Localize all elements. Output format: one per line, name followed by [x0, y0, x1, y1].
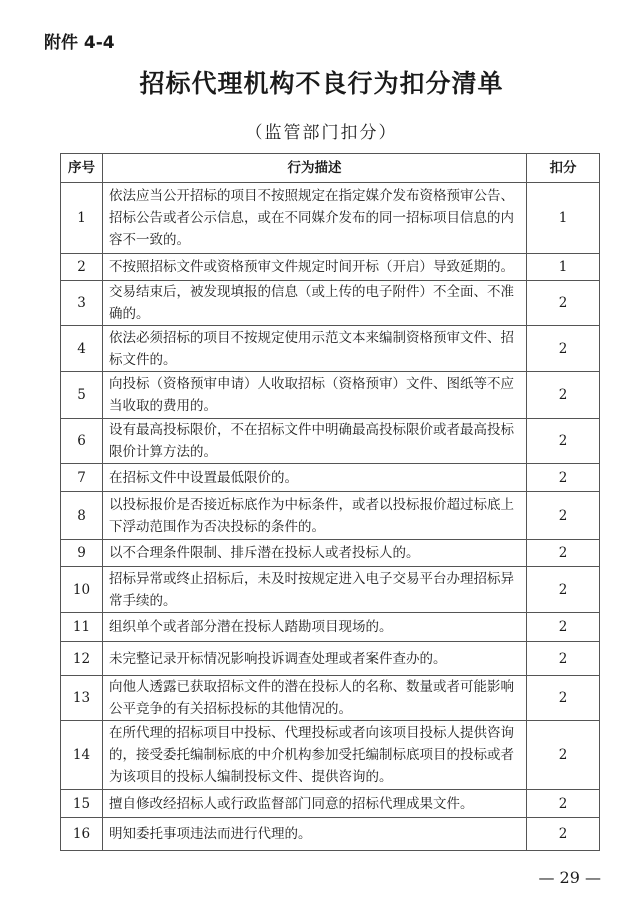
row-number: 9 [61, 540, 103, 567]
row-number: 10 [61, 567, 103, 613]
row-number: 7 [61, 464, 103, 492]
table-row [61, 790, 600, 818]
row-description: 明知委托事项违法而进行代理的。 [103, 818, 527, 851]
row-score: 2 [527, 492, 600, 540]
table-row [61, 254, 600, 281]
row-description: 交易结束后，被发现填报的信息（或上传的电子附件）不全面、不准确的。 [103, 281, 527, 326]
row-score: 2 [527, 372, 600, 419]
header-description: 行为描述 [103, 154, 527, 183]
row-score: 2 [527, 281, 600, 326]
row-description: 不按照招标文件或资格预审文件规定时间开标（开启）导致延期的。 [103, 254, 527, 281]
row-number: 5 [61, 372, 103, 419]
row-description: 向投标（资格预审申请）人收取招标（资格预审）文件、图纸等不应当收取的费用的。 [103, 372, 527, 419]
row-number: 13 [61, 676, 103, 721]
table-row [61, 818, 600, 851]
row-description: 依法必须招标的项目不按规定使用示范文本来编制资格预审文件、招标文件的。 [103, 326, 527, 372]
table-row [61, 492, 600, 540]
row-description: 未完整记录开标情况影响投诉调查处理或者案件查办的。 [103, 642, 527, 676]
penalty-table [60, 153, 600, 851]
row-score: 2 [527, 676, 600, 721]
header-seq: 序号 [61, 154, 103, 183]
attachment-label: 附件 4-4 [44, 33, 115, 53]
row-score: 2 [527, 567, 600, 613]
row-score: 2 [527, 540, 600, 567]
row-description: 以投标报价是否接近标底作为中标条件，或者以投标报价超过标底上下浮动范围作为否决投标的条件的。 [103, 492, 527, 540]
page-title: 招标代理机构不良行为扣分清单 [139, 69, 504, 98]
row-score: 2 [527, 464, 600, 492]
page-subtitle: （监管部门扣分） [245, 123, 398, 143]
row-description: 擅自修改经招标人或行政监督部门同意的招标代理成果文件。 [103, 790, 527, 818]
table-row [61, 567, 600, 613]
table-row [61, 183, 600, 254]
row-score: 1 [527, 183, 600, 254]
row-score: 2 [527, 326, 600, 372]
table-row [61, 613, 600, 642]
table-row [61, 419, 600, 464]
row-number: 3 [61, 281, 103, 326]
table-row [61, 372, 600, 419]
row-description: 在招标文件中设置最低限价的。 [103, 464, 527, 492]
row-score: 1 [527, 254, 600, 281]
row-number: 12 [61, 642, 103, 676]
row-number: 11 [61, 613, 103, 642]
row-score: 2 [527, 642, 600, 676]
row-description: 在所代理的招标项目中投标、代理投标或者向该项目投标人提供咨询的，接受委托编制标底的中介机构参加受托编制标底项目的投标或者为该项目的投标人编制投标文件、提供咨询的。 [103, 721, 527, 790]
row-description: 组织单个或者部分潜在投标人踏勘项目现场的。 [103, 613, 527, 642]
row-number: 16 [61, 818, 103, 851]
table-row [61, 326, 600, 372]
row-number: 2 [61, 254, 103, 281]
row-score: 2 [527, 790, 600, 818]
row-number: 14 [61, 721, 103, 790]
row-description: 招标异常或终止招标后，未及时按规定进入电子交易平台办理招标异常手续的。 [103, 567, 527, 613]
row-score: 2 [527, 818, 600, 851]
table-row [61, 676, 600, 721]
row-score: 2 [527, 721, 600, 790]
header-score: 扣分 [527, 154, 600, 183]
row-description: 设有最高投标限价，不在招标文件中明确最高投标限价或者最高投标限价计算方法的。 [103, 419, 527, 464]
row-number: 15 [61, 790, 103, 818]
row-description: 以不合理条件限制、排斥潜在投标人或者投标人的。 [103, 540, 527, 567]
page-number: — 29 — [538, 868, 601, 887]
row-score: 2 [527, 419, 600, 464]
table-row [61, 642, 600, 676]
row-score: 2 [527, 613, 600, 642]
table-row [61, 464, 600, 492]
row-description: 依法应当公开招标的项目不按照规定在指定媒介发布资格预审公告、招标公告或者公示信息，或在不同媒介发布的同一招标项目信息的内容不一致的。 [103, 183, 527, 254]
row-number: 6 [61, 419, 103, 464]
row-number: 8 [61, 492, 103, 540]
table-row [61, 721, 600, 790]
row-number: 1 [61, 183, 103, 254]
table-header-row [61, 154, 600, 183]
table-row [61, 281, 600, 326]
table-row [61, 540, 600, 567]
row-number: 4 [61, 326, 103, 372]
row-description: 向他人透露已获取招标文件的潜在投标人的名称、数量或者可能影响公平竞争的有关招标投标的其他情况的。 [103, 676, 527, 721]
